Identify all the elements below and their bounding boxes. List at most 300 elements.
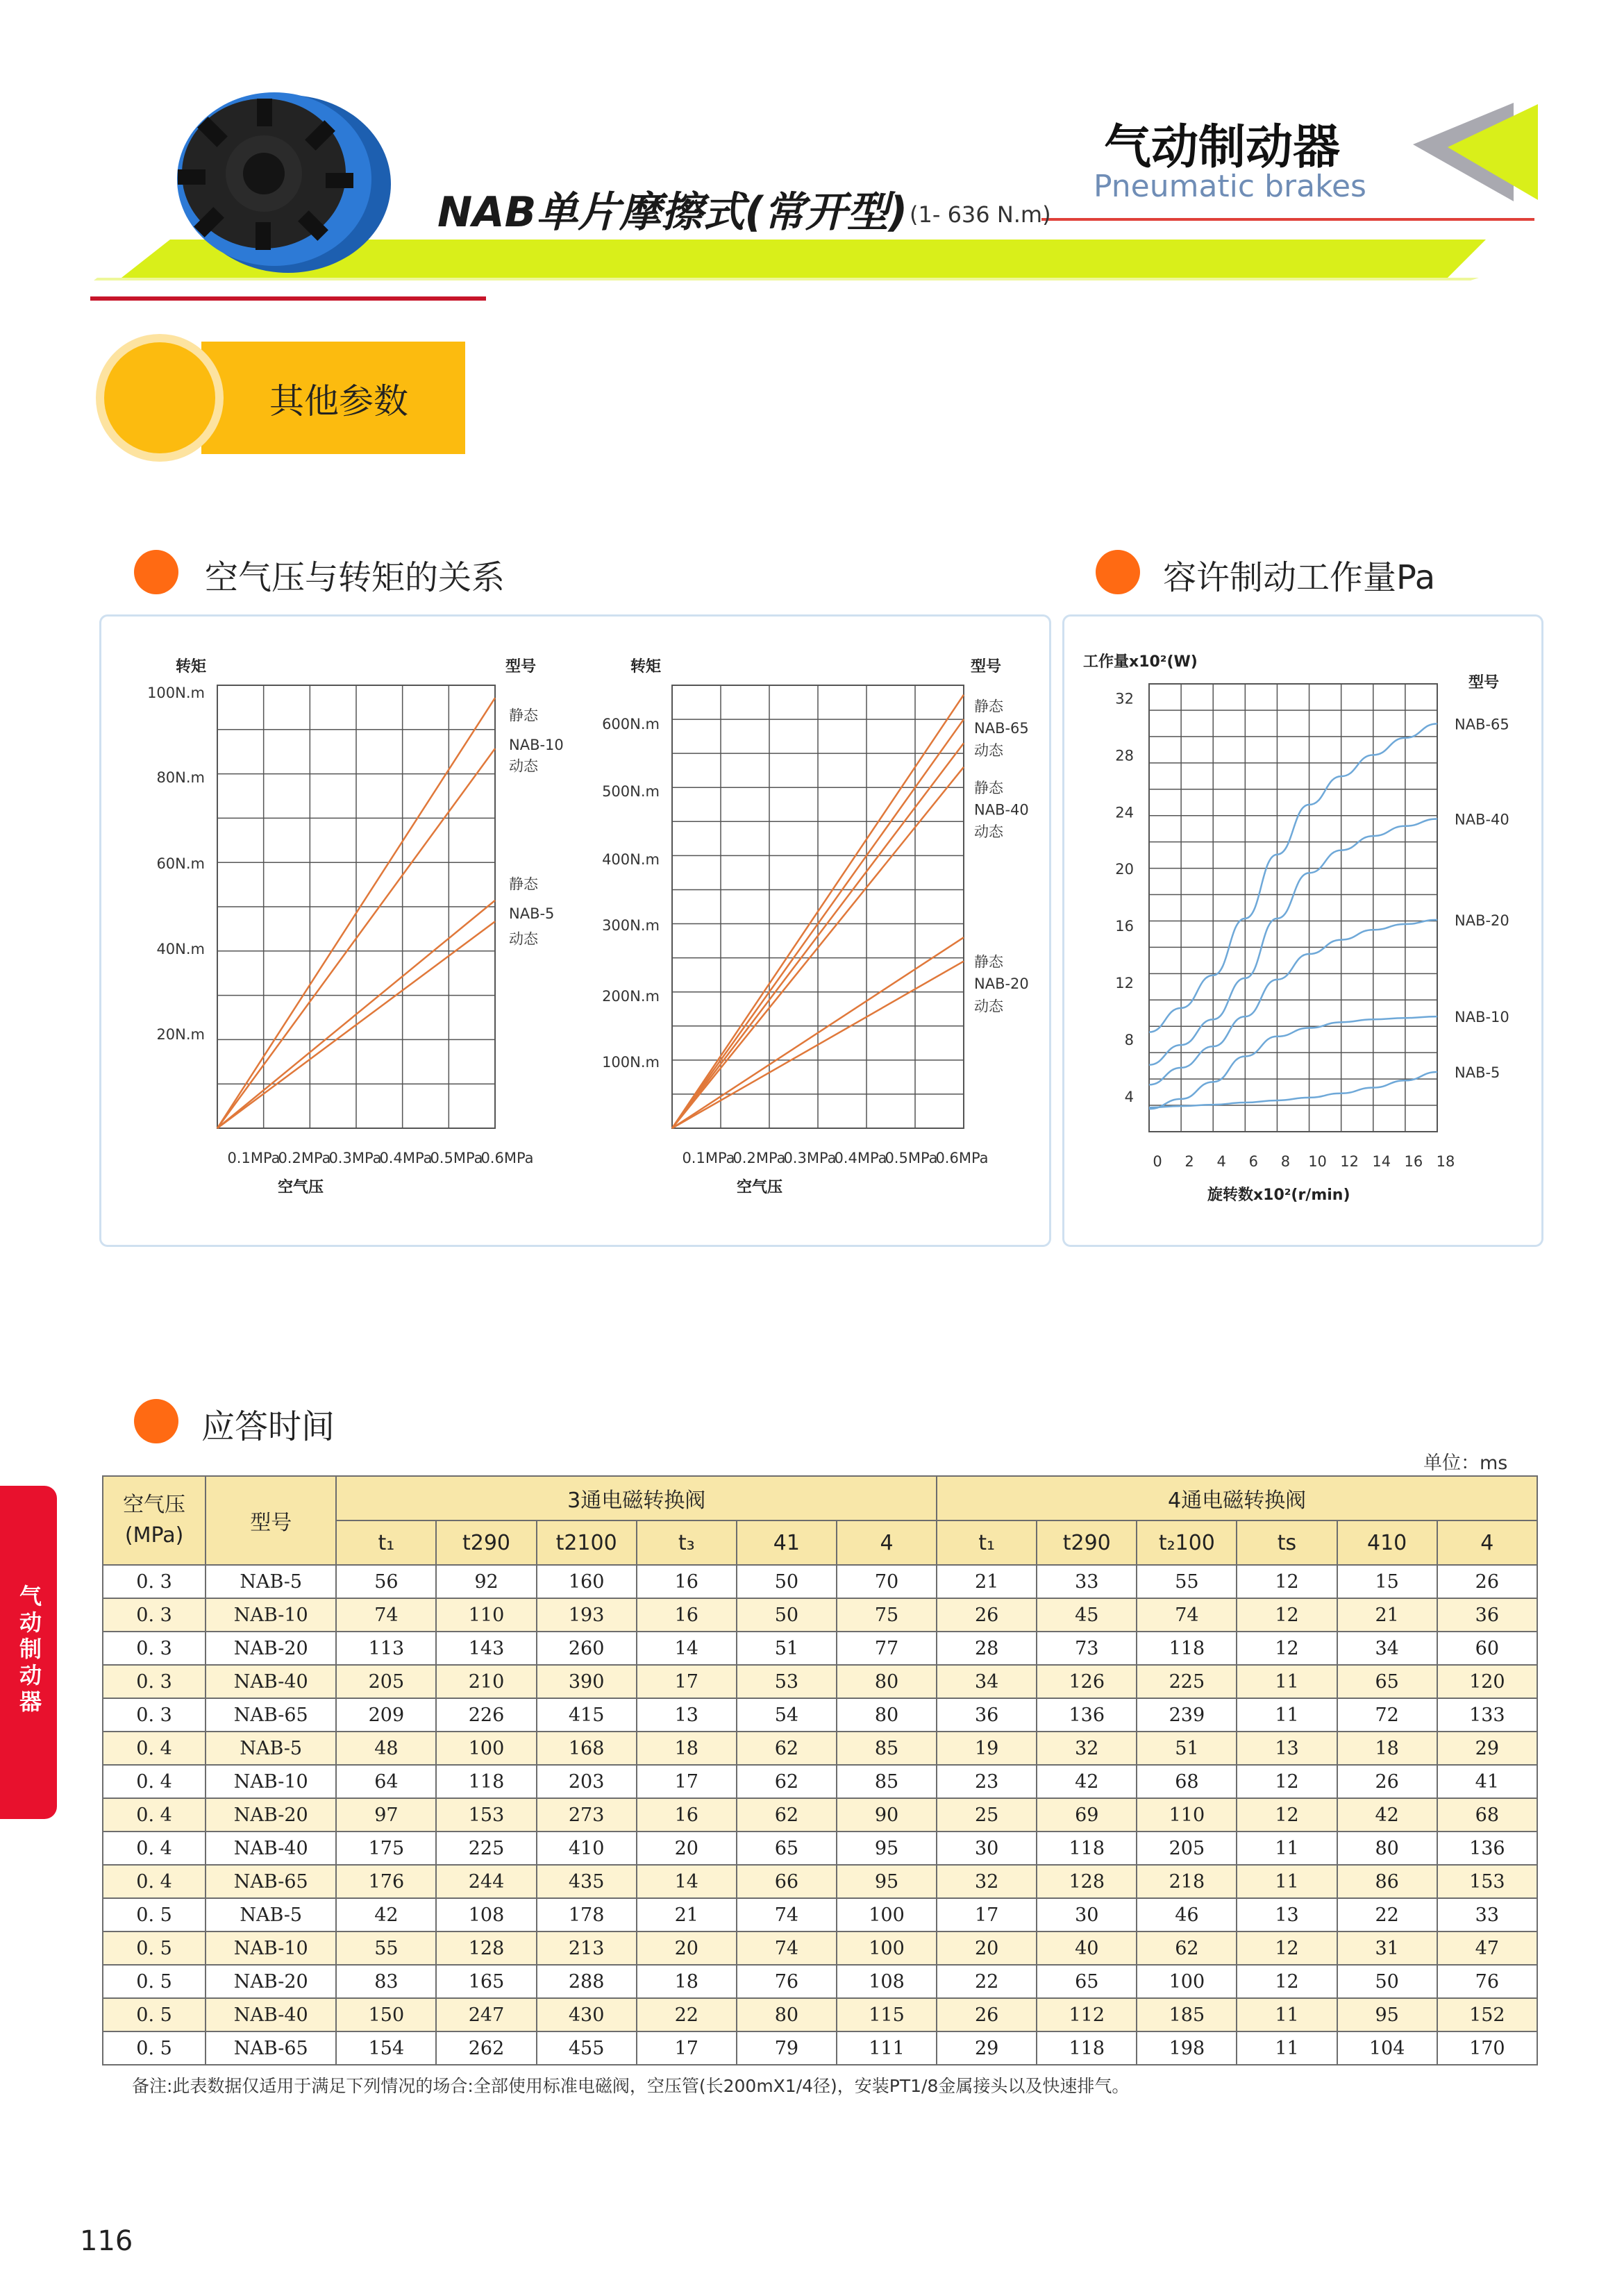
table-cell: 0. 3 (103, 1632, 206, 1665)
table-cell: 455 (537, 2031, 637, 2065)
table-cell: 239 (1137, 1698, 1237, 1732)
table-cell: 65 (1037, 1965, 1137, 1998)
table-cell: 50 (737, 1565, 837, 1598)
table-cell: 100 (837, 1898, 937, 1932)
torque-section-title: 空气压与转矩的关系 (205, 558, 505, 597)
y-axis-title: 工作量x10²(W) (1083, 653, 1198, 671)
series-label: NAB-20 (974, 975, 1029, 992)
page-number: 116 (80, 2225, 133, 2257)
series-label: NAB-5 (1455, 1064, 1500, 1081)
table-cell: 390 (537, 1665, 637, 1698)
y-tick-label: 40N.m (156, 941, 205, 957)
subheader-8: t₂100 (1137, 1520, 1237, 1565)
table-row (103, 1865, 1537, 1898)
table-cell: 260 (537, 1632, 637, 1665)
table-cell: 54 (737, 1698, 837, 1732)
response-section-dot (134, 1399, 178, 1443)
table-cell: 12 (1237, 1632, 1337, 1665)
table-cell: 70 (837, 1565, 937, 1598)
y-tick-label: 20 (1115, 861, 1134, 878)
x-tick-label: 0.3MPa (783, 1150, 837, 1166)
table-cell: 46 (1137, 1898, 1237, 1932)
x-tick-label: 0.5MPa (430, 1150, 483, 1166)
table-cell: 11 (1237, 1998, 1337, 2031)
table-cell: 11 (1237, 1698, 1337, 1732)
table-cell: NAB-65 (206, 1698, 336, 1732)
table-cell: 13 (1237, 1732, 1337, 1765)
unit-label: 单位：ms (1423, 1452, 1508, 1474)
table-cell: 0. 4 (103, 1765, 206, 1798)
table-cell: 410 (537, 1832, 637, 1865)
subheader-0: t₁ (336, 1520, 436, 1565)
y-tick-label: 20N.m (156, 1026, 205, 1043)
table-cell: 136 (1037, 1698, 1137, 1732)
table-cell: 288 (537, 1965, 637, 1998)
table-cell: 244 (436, 1865, 536, 1898)
table-cell: 95 (837, 1832, 937, 1865)
table-cell: 210 (436, 1665, 536, 1698)
table-cell: 209 (336, 1698, 436, 1732)
x-tick-label: 0.4MPa (379, 1150, 433, 1166)
table-cell: 18 (637, 1732, 737, 1765)
table-cell: 16 (637, 1598, 737, 1632)
table-cell: 20 (637, 1832, 737, 1865)
table-cell: 55 (336, 1932, 436, 1965)
series-label: NAB-10 (1455, 1009, 1509, 1026)
torque-section-dot (134, 550, 178, 594)
table-cell: 62 (737, 1798, 837, 1832)
table-cell: 100 (1137, 1965, 1237, 1998)
table-cell: 435 (537, 1865, 637, 1898)
table-cell: 28 (937, 1632, 1037, 1665)
series-label: NAB-40 (974, 801, 1029, 819)
table-row (103, 1965, 1537, 1998)
table-cell: 17 (937, 1898, 1037, 1932)
other-params-title: 其他参数 (269, 381, 408, 421)
x-tick-label: 0.2MPa (278, 1150, 331, 1166)
table-cell: 80 (837, 1665, 937, 1698)
table-cell: 79 (737, 2031, 837, 2065)
table-cell: 193 (537, 1598, 637, 1632)
table-cell: NAB-5 (206, 1732, 336, 1765)
table-cell: 0. 4 (103, 1798, 206, 1832)
response-section-title: 应答时间 (201, 1407, 335, 1446)
table-cell: 68 (1437, 1798, 1537, 1832)
x-tick-label: 8 (1280, 1153, 1291, 1170)
table-cell: NAB-20 (206, 1965, 336, 1998)
table-cell: 168 (537, 1732, 637, 1765)
y-tick-label: 400N.m (602, 851, 660, 868)
table-cell: 176 (336, 1865, 436, 1898)
table-cell: 14 (637, 1632, 737, 1665)
table-cell: 26 (1437, 1565, 1537, 1598)
table-cell: 11 (1237, 1832, 1337, 1865)
table-cell: 50 (1337, 1965, 1437, 1998)
y-tick-label: 16 (1115, 918, 1134, 935)
table-cell: 175 (336, 1832, 436, 1865)
table-cell: 55 (1137, 1565, 1237, 1598)
table-cell: 198 (1137, 2031, 1237, 2065)
table-cell: 118 (1137, 1632, 1237, 1665)
table-row (103, 1632, 1537, 1665)
table-row (103, 1732, 1537, 1765)
subheader-10: 410 (1337, 1520, 1437, 1565)
table-cell: 152 (1437, 1998, 1537, 2031)
x-axis-title: 空气压 (736, 1179, 783, 1196)
table-cell: 154 (336, 2031, 436, 2065)
table-cell: 218 (1137, 1865, 1237, 1898)
table-cell: 12 (1237, 1765, 1337, 1798)
x-tick-label: 0.5MPa (885, 1150, 938, 1166)
table-cell: 34 (1337, 1632, 1437, 1665)
x-tick-label: 12 (1340, 1153, 1359, 1170)
table-cell: 92 (436, 1565, 536, 1598)
header-graphics (0, 0, 1624, 326)
table-cell: 13 (637, 1698, 737, 1732)
table-row (103, 1665, 1537, 1698)
table-cell: 86 (1337, 1865, 1437, 1898)
col-air-pressure: 空气压 (MPa) (103, 1476, 206, 1565)
table-cell: 60 (1437, 1632, 1537, 1665)
table-cell: 26 (1337, 1765, 1437, 1798)
table-row (103, 1598, 1537, 1632)
subheader-2: t2100 (537, 1520, 637, 1565)
table-row (103, 1565, 1537, 1598)
y-tick-label: 100N.m (602, 1054, 660, 1071)
subheader-11: 4 (1437, 1520, 1537, 1565)
x-tick-label: 0.6MPa (480, 1150, 534, 1166)
table-cell: 36 (1437, 1598, 1537, 1632)
table-cell: 110 (436, 1598, 536, 1632)
table-cell: 22 (937, 1965, 1037, 1998)
y-tick-label: 600N.m (602, 716, 660, 732)
group-4way-valve: 4通电磁转换阀 (937, 1476, 1537, 1520)
table-cell: 0. 3 (103, 1698, 206, 1732)
table-cell: 76 (737, 1965, 837, 1998)
table-cell: 16 (637, 1565, 737, 1598)
series-label: 动态 (509, 757, 538, 775)
series-label: 静态 (974, 698, 1003, 715)
legend-title: 型号 (1468, 674, 1500, 692)
table-cell: 0. 4 (103, 1832, 206, 1865)
table-cell: 72 (1337, 1698, 1437, 1732)
table-cell: 26 (937, 1998, 1037, 2031)
table-cell: NAB-40 (206, 1665, 336, 1698)
table-cell: 0. 5 (103, 1998, 206, 2031)
table-cell: 74 (737, 1932, 837, 1965)
table-cell: 90 (837, 1798, 937, 1832)
table-cell: 80 (837, 1698, 937, 1732)
table-cell: 262 (436, 2031, 536, 2065)
x-tick-label: 10 (1308, 1153, 1327, 1170)
table-cell: 95 (837, 1865, 937, 1898)
table-cell: 26 (937, 1598, 1037, 1632)
table-cell: 225 (1137, 1665, 1237, 1698)
x-tick-label: 0.1MPa (227, 1150, 281, 1166)
table-cell: 247 (436, 1998, 536, 2031)
table-cell: 65 (1337, 1665, 1437, 1698)
subheader-1: t290 (436, 1520, 536, 1565)
table-cell: 112 (1037, 1998, 1137, 2031)
series-label: 动态 (974, 823, 1003, 841)
table-cell: 69 (1037, 1798, 1137, 1832)
table-cell: 50 (737, 1598, 837, 1632)
table-cell: 18 (1337, 1732, 1437, 1765)
y-tick-label: 80N.m (156, 769, 205, 786)
table-cell: 133 (1437, 1698, 1537, 1732)
table-cell: 118 (1037, 2031, 1137, 2065)
x-axis-title: 空气压 (277, 1179, 324, 1196)
table-cell: 128 (436, 1932, 536, 1965)
table-cell: 11 (1237, 1865, 1337, 1898)
y-tick-label: 8 (1124, 1031, 1134, 1048)
table-cell: 0. 3 (103, 1598, 206, 1632)
series-label: NAB-40 (1455, 811, 1509, 828)
table-cell: 48 (336, 1732, 436, 1765)
table-cell: 153 (436, 1798, 536, 1832)
y-tick-label: 28 (1115, 747, 1134, 764)
legend-title: 型号 (505, 658, 537, 676)
torque-chart-large (551, 614, 1047, 1243)
table-cell: 62 (1137, 1932, 1237, 1965)
series-curve (1149, 723, 1437, 1032)
table-cell: 21 (937, 1565, 1037, 1598)
series-label: NAB-65 (974, 719, 1029, 737)
table-cell: 21 (637, 1898, 737, 1932)
table-cell: 12 (1237, 1965, 1337, 1998)
response-time-table (102, 1475, 1538, 2065)
table-cell: 85 (837, 1765, 937, 1798)
subheader-7: t290 (1037, 1520, 1137, 1565)
table-cell: 30 (1037, 1898, 1137, 1932)
x-tick-label: 0.4MPa (834, 1150, 887, 1166)
table-cell: 23 (937, 1765, 1037, 1798)
table-cell: 66 (737, 1865, 837, 1898)
table-cell: 75 (837, 1598, 937, 1632)
table-cell: 42 (1337, 1798, 1437, 1832)
series-curve (1149, 819, 1437, 1065)
y-tick-label: 500N.m (602, 783, 660, 800)
subheader-6: t₁ (937, 1520, 1037, 1565)
table-cell: 77 (837, 1632, 937, 1665)
table-cell: 22 (1337, 1898, 1437, 1932)
table-cell: 51 (1137, 1732, 1237, 1765)
plot-frame (1149, 684, 1437, 1132)
table-cell: 100 (436, 1732, 536, 1765)
table-cell: 33 (1437, 1898, 1537, 1932)
table-cell: 85 (837, 1732, 937, 1765)
table-cell: 36 (937, 1698, 1037, 1732)
table-cell: NAB-20 (206, 1632, 336, 1665)
table-row (103, 1832, 1537, 1865)
table-cell: NAB-5 (206, 1898, 336, 1932)
table-cell: 203 (537, 1765, 637, 1798)
table-cell: 45 (1037, 1598, 1137, 1632)
table-cell: 31 (1337, 1932, 1437, 1965)
table-cell: NAB-10 (206, 1765, 336, 1798)
table-cell: 226 (436, 1698, 536, 1732)
table-cell: 53 (737, 1665, 837, 1698)
table-cell: 153 (1437, 1865, 1537, 1898)
table-cell: 17 (637, 2031, 737, 2065)
table-cell: 20 (937, 1932, 1037, 1965)
series-label: 静态 (974, 953, 1003, 971)
category-title-cn: 气动制动器 (1104, 120, 1341, 175)
work-section-title: 容许制动工作量Pa (1163, 558, 1436, 597)
table-row (103, 1998, 1537, 2031)
x-tick-label: 0.6MPa (935, 1150, 989, 1166)
table-cell: 0. 3 (103, 1665, 206, 1698)
table-row (103, 1898, 1537, 1932)
series-label: NAB-20 (1455, 912, 1509, 929)
table-cell: 143 (436, 1632, 536, 1665)
series-label: NAB-65 (1455, 716, 1509, 733)
table-cell: 12 (1237, 1598, 1337, 1632)
y-tick-label: 100N.m (147, 685, 205, 701)
x-tick-label: 0 (1153, 1153, 1162, 1170)
table-cell: 110 (1137, 1798, 1237, 1832)
table-cell: 273 (537, 1798, 637, 1832)
table-cell: 136 (1437, 1832, 1537, 1865)
table-cell: 430 (537, 1998, 637, 2031)
torque-chart-small (99, 614, 564, 1243)
table-cell: 80 (1337, 1832, 1437, 1865)
table-cell: 0. 5 (103, 1898, 206, 1932)
table-cell: 62 (737, 1765, 837, 1798)
x-tick-label: 0.1MPa (682, 1150, 735, 1166)
table-cell: NAB-65 (206, 2031, 336, 2065)
table-cell: 225 (436, 1832, 536, 1865)
table-cell: 0. 5 (103, 1932, 206, 1965)
table-cell: 32 (1037, 1732, 1137, 1765)
table-cell: 12 (1237, 1932, 1337, 1965)
x-tick-label: 16 (1404, 1153, 1423, 1170)
table-cell: 126 (1037, 1665, 1137, 1698)
table-cell: 165 (436, 1965, 536, 1998)
table-cell: 150 (336, 1998, 436, 2031)
table-row (103, 1765, 1537, 1798)
table-cell: 118 (1037, 1832, 1137, 1865)
table-cell: 111 (837, 2031, 937, 2065)
table-cell: 83 (336, 1965, 436, 1998)
series-curve (1149, 1072, 1437, 1107)
table-row (103, 1698, 1537, 1732)
table-cell: 205 (336, 1665, 436, 1698)
series-label: 静态 (509, 707, 538, 724)
series-label: 动态 (974, 998, 1003, 1015)
series-label: 动态 (509, 930, 538, 948)
table-cell: 15 (1337, 1565, 1437, 1598)
table-cell: NAB-20 (206, 1798, 336, 1832)
series-label: 静态 (509, 875, 538, 893)
table-cell: 74 (1137, 1598, 1237, 1632)
table-cell: NAB-5 (206, 1565, 336, 1598)
table-cell: NAB-40 (206, 1832, 336, 1865)
table-cell: 100 (837, 1932, 937, 1965)
table-cell: 33 (1037, 1565, 1137, 1598)
table-cell: 120 (1437, 1665, 1537, 1698)
y-tick-label: 60N.m (156, 855, 205, 872)
x-axis-title: 旋转数x10²(r/min) (1207, 1187, 1350, 1204)
table-cell: 19 (937, 1732, 1037, 1765)
y-tick-label: 4 (1124, 1088, 1134, 1105)
table-cell: 29 (1437, 1732, 1537, 1765)
table-cell: NAB-65 (206, 1865, 336, 1898)
table-cell: 47 (1437, 1932, 1537, 1965)
table-cell: 17 (637, 1765, 737, 1798)
table-cell: 0. 4 (103, 1865, 206, 1898)
table-cell: 170 (1437, 2031, 1537, 2065)
y-tick-label: 32 (1115, 690, 1134, 707)
subheader-9: ts (1237, 1520, 1337, 1565)
subheader-5: 4 (837, 1520, 937, 1565)
subheader-4: 41 (737, 1520, 837, 1565)
table-cell: 95 (1337, 1998, 1437, 2031)
table-cell: 42 (336, 1898, 436, 1932)
series-label: 动态 (974, 742, 1003, 760)
table-cell: 14 (637, 1865, 737, 1898)
table-cell: 40 (1037, 1932, 1137, 1965)
y-tick-label: 300N.m (602, 917, 660, 934)
y-axis-title: 转矩 (176, 658, 207, 676)
x-tick-label: 2 (1184, 1153, 1194, 1170)
table-cell: 62 (737, 1732, 837, 1765)
table-cell: 115 (837, 1998, 937, 2031)
group-3way-valve: 3通电磁转换阀 (336, 1476, 937, 1520)
series-label: NAB-10 (509, 737, 564, 754)
table-cell: 0. 3 (103, 1565, 206, 1598)
table-cell: 42 (1037, 1765, 1137, 1798)
x-tick-label: 14 (1372, 1153, 1391, 1170)
work-section-dot (1096, 550, 1140, 594)
x-tick-label: 18 (1436, 1153, 1455, 1170)
table-cell: 32 (937, 1865, 1037, 1898)
torque-range: (1- 636 N.m) (910, 201, 1051, 228)
table-cell: 12 (1237, 1798, 1337, 1832)
table-cell: 104 (1337, 2031, 1437, 2065)
table-row (103, 2031, 1537, 2065)
series-curve (1149, 920, 1437, 1085)
table-note: 备注:此表数据仅适用于满足下列情况的场合:全部使用标准电磁阀，空压管(长200mX1/4径)，安装PT1/8金属接头以及快速排气。 (132, 2076, 1130, 2096)
table-cell: 415 (537, 1698, 637, 1732)
table-cell: 20 (637, 1932, 737, 1965)
table-cell: 22 (637, 1998, 737, 2031)
series-label: NAB-5 (509, 905, 555, 923)
table-cell: 74 (737, 1898, 837, 1932)
table-cell: 73 (1037, 1632, 1137, 1665)
table-cell: 11 (1237, 2031, 1337, 2065)
table-cell: 65 (737, 1832, 837, 1865)
table-row (103, 1798, 1537, 1832)
x-tick-label: 0.2MPa (733, 1150, 786, 1166)
table-cell: 25 (937, 1798, 1037, 1832)
series-label: 静态 (974, 780, 1003, 797)
table-cell: 51 (737, 1632, 837, 1665)
subheader-3: t₃ (637, 1520, 737, 1565)
table-cell: 12 (1237, 1565, 1337, 1598)
table-cell: 118 (436, 1765, 536, 1798)
table-row (103, 1932, 1537, 1965)
work-chart (1062, 614, 1539, 1243)
table-cell: 0. 5 (103, 1965, 206, 1998)
table-cell: 56 (336, 1565, 436, 1598)
table-cell: 113 (336, 1632, 436, 1665)
y-tick-label: 24 (1115, 804, 1134, 821)
y-tick-label: 200N.m (602, 988, 660, 1005)
table-cell: 64 (336, 1765, 436, 1798)
table-cell: 108 (436, 1898, 536, 1932)
table-cell: 11 (1237, 1665, 1337, 1698)
